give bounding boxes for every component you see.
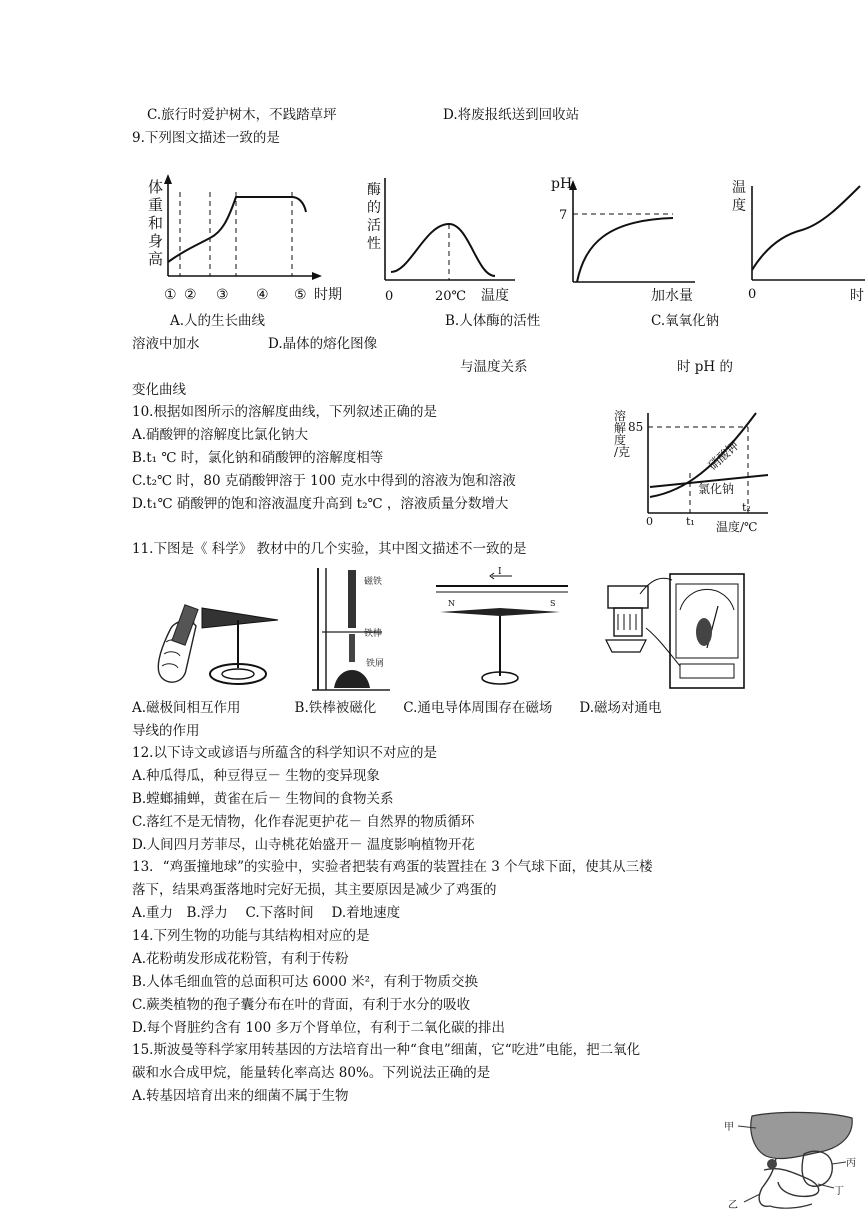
- label-pole-s: S: [550, 599, 556, 608]
- solubility-chart: [606, 407, 781, 535]
- q12-stem: 12.以下诗文或谚语与所蕴含的科学知识不对应的是: [132, 745, 437, 761]
- organ-label-bing: 丙: [846, 1158, 856, 1169]
- stage-label: ④: [256, 287, 269, 303]
- q12-option-d: D.人间四月芳菲尽，山寺桃花始盛开－ 温度影响植物开花: [132, 837, 475, 853]
- ylabel-char: 温: [732, 180, 746, 196]
- q11-caption-d-cont: 导线的作用: [132, 723, 200, 739]
- x-axis-label: 温度: [481, 288, 509, 304]
- q14-option-d: D.每个肾脏约含有 100 多万个肾单位，有利于二氧化碳的排出: [132, 1020, 505, 1036]
- x-tick-label: 20℃: [435, 289, 467, 304]
- curve-label-nacl: 氯化钠: [698, 482, 735, 496]
- ylabel-char: 身: [148, 232, 164, 250]
- organ-label-jia: 甲: [724, 1122, 734, 1133]
- ylabel-char: 度: [732, 198, 746, 214]
- q9-stem: 9.下列图文描述一致的是: [132, 130, 280, 146]
- x-axis-label-partial: 时: [850, 288, 864, 304]
- stage-label: ①: [164, 287, 177, 303]
- q9-graph-d: [728, 172, 865, 307]
- q12-option-a: A.种瓜得瓜，种豆得豆－ 生物的变异现象: [132, 768, 380, 784]
- q8-option-d: D.将废报纸送到回收站: [443, 107, 580, 123]
- origin-label: 0: [646, 515, 653, 528]
- curve-label-kno3: 硝酸钾: [705, 438, 742, 473]
- stage-label: ②: [184, 287, 197, 303]
- q9-caption-a: A.人的生长曲线: [170, 313, 266, 329]
- x-tick-t2: t₂: [742, 501, 751, 514]
- ylabel-char: 酶: [367, 182, 381, 198]
- q9-graph-c: [545, 172, 715, 307]
- q11-figure-d-force-on-wire: [600, 570, 750, 695]
- y-tick-label: 7: [559, 208, 568, 223]
- q9-graph-a: [140, 172, 350, 307]
- label-filings: 铁屑: [366, 659, 385, 669]
- ylabel-char: 活: [367, 218, 381, 234]
- ylabel-char: 度: [614, 433, 627, 447]
- label-current: I: [498, 567, 502, 577]
- organ-label-yi: 乙: [728, 1200, 738, 1211]
- q12-option-c: C.落红不是无情物，化作春泥更护花－ 自然界的物质循环: [132, 814, 475, 830]
- ylabel-char: 重: [148, 196, 164, 214]
- y-unit-label: /克: [614, 445, 631, 459]
- ylabel-char: 的: [367, 200, 381, 216]
- q11-figure-c-current-field: [432, 566, 572, 694]
- q10-option-b: B.t₁ ℃ 时，氯化钠和硝酸钾的溶解度相等: [132, 450, 384, 466]
- ylabel-char: 和: [148, 214, 164, 232]
- ylabel-char: 高: [148, 250, 164, 268]
- digestive-system-figure: [720, 1108, 865, 1218]
- label-magnet: 磁铁: [364, 577, 383, 587]
- y-axis-label: pH: [551, 176, 573, 192]
- q9-caption-c-cont: 溶液中加水: [132, 336, 200, 352]
- ylabel-char: 溶: [614, 409, 627, 423]
- q11-figure-a-magnets: [150, 570, 290, 695]
- q10-option-c: C.t₂℃ 时，80 克硝酸钾溶于 100 克水中得到的溶液为饱和溶液: [132, 473, 516, 489]
- stage-label: ③: [216, 287, 229, 303]
- q13-stem-line1: 13．“鸡蛋撞地球”的实验中，实验者把装有鸡蛋的装置挂在 3 个气球下面，使其从三楼: [132, 859, 653, 875]
- q10-option-d: D.t₁℃ 硝酸钾的饱和溶液温度升高到 t₂℃ ，溶液质量分数增大: [132, 496, 509, 512]
- q9-graph-b: [365, 172, 535, 307]
- q14-stem: 14.下列生物的功能与其结构相对应的是: [132, 928, 370, 944]
- q13-stem-line2: 落下，结果鸡蛋落地时完好无损，其主要原因是减少了鸡蛋的: [132, 882, 497, 898]
- q11-stem: 11.下图是《 科学》 教材中的几个实验，其中图文描述不一致的是: [132, 541, 527, 557]
- x-axis-label: 温度/℃: [716, 520, 758, 534]
- q15-stem-line2: 碳和水合成甲烷，能量转化率高达 80%。下列说法正确的是: [132, 1065, 491, 1081]
- ylabel-char: 解: [614, 421, 627, 435]
- origin-label: 0: [748, 287, 757, 302]
- q12-option-b: B.螳螂捕蝉，黄雀在后－ 生物间的食物关系: [132, 791, 394, 807]
- q9-caption-c: C.氧氧化钠: [651, 313, 720, 329]
- ylabel-char: 性: [367, 236, 381, 252]
- x-axis-label: 加水量: [651, 288, 693, 304]
- q9-caption-b-line2: 与温度关系: [460, 359, 528, 375]
- x-axis-label: 时期: [314, 287, 342, 303]
- ylabel-char: 体: [148, 178, 164, 196]
- q14-option-c: C.蕨类植物的孢子囊分布在叶的背面，有利于水分的吸收: [132, 997, 471, 1013]
- origin-label: 0: [385, 289, 394, 304]
- label-pole-n: N: [448, 599, 455, 608]
- q10-stem: 10.根据如图所示的溶解度曲线，下列叙述正确的是: [132, 404, 437, 420]
- q14-option-a: A.花粉萌发形成花粉管，有利于传粉: [132, 951, 349, 967]
- q15-stem-line1: 15.斯波曼等科学家用转基因的方法培育出一种“食电”细菌，它“吃进”电能，把二氧化: [132, 1042, 641, 1058]
- q14-option-b: B.人体毛细血管的总面积可达 6000 米²，有利于物质交换: [132, 974, 479, 990]
- q8-option-c: C.旅行时爱护树木，不践踏草坪: [147, 107, 337, 123]
- q9-caption-c-line2: 时 pH 的: [677, 359, 733, 375]
- q13-options: A.重力 B.浮力 C.下落时间 D.着地速度: [132, 905, 401, 921]
- q11-captions: A.磁极间相互作用 B.铁棒被磁化 C.通电导体周围存在磁场 D.磁场对通电: [132, 700, 662, 716]
- q9-caption-d: D.晶体的熔化图像: [268, 336, 378, 352]
- q9-caption-c-line3: 变化曲线: [132, 382, 186, 398]
- stage-label: ⑤: [294, 287, 307, 303]
- y-tick-85: 85: [628, 420, 644, 434]
- q15-option-a: A.转基因培育出来的细菌不属于生物: [132, 1088, 349, 1104]
- x-tick-t1: t₁: [686, 515, 695, 528]
- q9-caption-b: B.人体酶的活性: [445, 313, 541, 329]
- q11-figure-b-magnetization: [312, 568, 390, 695]
- q10-option-a: A.硝酸钾的溶解度比氯化钠大: [132, 427, 309, 443]
- label-iron-rod: 铁棒: [364, 629, 383, 639]
- organ-label-ding: 丁: [834, 1186, 844, 1197]
